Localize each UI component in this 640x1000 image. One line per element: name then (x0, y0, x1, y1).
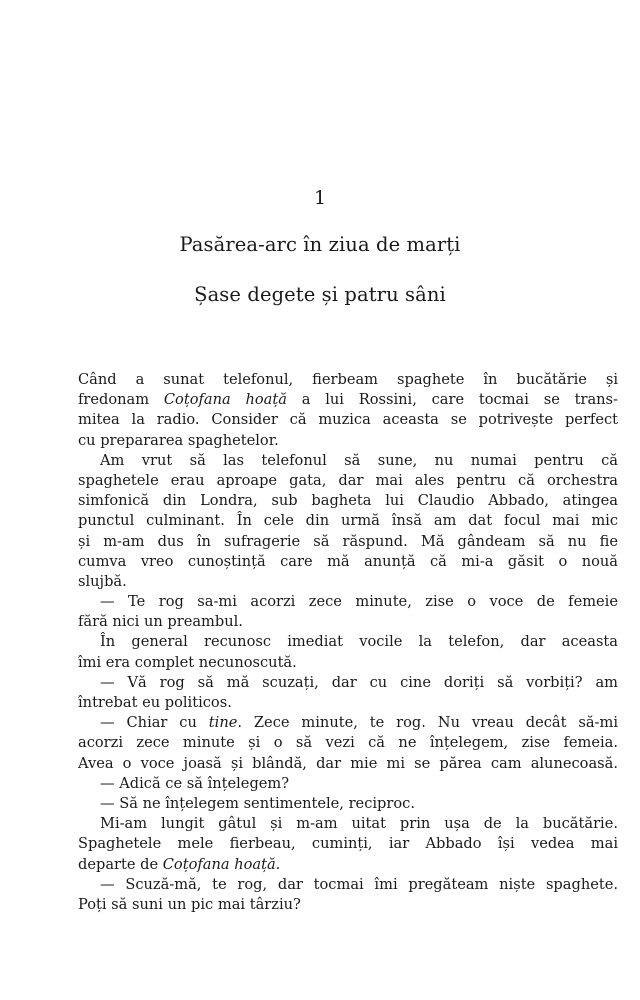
italic-word: tine (208, 714, 238, 732)
text-line: Mi-am lungit gâtul și m-am uitat prin ușa de la bucătărie. (100, 815, 618, 833)
text-line: punctul culminant. În cele din urmă însă am dat focul mai mic (78, 512, 618, 530)
text-line: Când a sunat telefonul, fierbeam spaghete în bucătărie și (78, 371, 618, 388)
text-line (78, 390, 618, 410)
text-line: întrebat eu politicos. (78, 694, 232, 711)
text-line (78, 855, 618, 875)
text-fragment: . (275, 855, 281, 873)
text-line: slujbă. (78, 572, 127, 590)
text-line: cumva vreo cunoștință care mă anunță că mi-a găsit o nouă (78, 552, 618, 570)
text-line: îmi era complet necunoscută. (78, 653, 297, 671)
chapter-title-line-2: Șase degete și patru sâni (194, 283, 446, 306)
italic-title: Coțofana hoață (163, 391, 287, 409)
chapter-body-text (78, 370, 618, 915)
chapter-title-line-1: Pasărea-arc în ziua de marți (179, 233, 461, 256)
italic-title: Coțofana hoață (162, 855, 276, 873)
text-line: simfonică din Londra, sub bagheta lui Claudio Abbado, atingea (78, 492, 618, 510)
text-fragment: departe de (78, 855, 163, 873)
text-line: — Scuză-mă, te rog, dar tocmai îmi pregăteam niște spaghete. (100, 875, 618, 893)
text-line: — Vă rog să mă scuzați, dar cu cine doriți să vorbiți? am (100, 673, 618, 691)
text-line: și m-am dus în sufragerie să răspund. Mă gândeam să nu fie (78, 532, 618, 550)
text-line: Spaghetele mele fierbeau, cuminți, iar Abbado își vedea mai (78, 835, 618, 853)
text-line: fără nici un preambul. (78, 613, 243, 631)
text-line: acorzi zece minute și o să vezi că ne înțelegem, zise femeia. (78, 734, 618, 752)
text-line: — Să ne înțelegem sentimentele, reciproc. (100, 794, 415, 812)
text-line: cu prepararea spaghetelor. (78, 431, 279, 449)
text-fragment: fredonam (78, 391, 164, 409)
chapter-number: 1 (313, 187, 327, 209)
text-line: Avea o voce joasă și blândă, dar mie mi se părea cam alunecoasă. (78, 754, 618, 772)
text-line: Poți să suni un pic mai târziu? (78, 895, 301, 913)
text-line: — Te rog sa-mi acorzi zece minute, zise o voce de femeie (100, 593, 618, 611)
text-line (78, 713, 618, 733)
text-fragment: a lui Rossini, care tocmai se trans- (286, 391, 618, 409)
text-fragment: — Chiar cu (100, 714, 209, 732)
text-line: — Adică ce să înțelegem? (100, 774, 290, 792)
text-line: spaghetele erau aproape gata, dar mai ales pentru că orchestra (78, 471, 618, 489)
text-line: mitea la radio. Consider că muzica aceasta se potrivește perfect (78, 411, 618, 429)
text-line: Am vrut să las telefonul să sune, nu numai pentru că (100, 451, 618, 469)
text-line: În general recunosc imediat vocile la telefon, dar aceasta (100, 633, 618, 651)
text-fragment: . Zece minute, te rog. Nu vreau decât să-mi (237, 714, 618, 732)
